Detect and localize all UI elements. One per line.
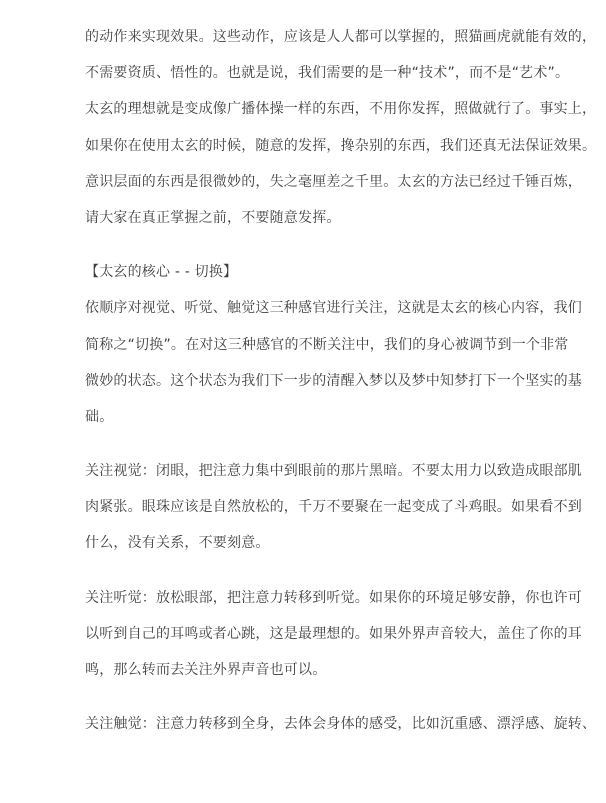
text-line: 不需要资质、悟性的。也就是说，我们需要的是一种“技术”，而不是“艺术”。 (85, 65, 570, 82)
section-heading (85, 254, 590, 290)
text-line: 础。 (85, 408, 114, 425)
section-heading-text: 【太玄的核心 - - 切换】 (85, 264, 238, 281)
document-text-block (85, 19, 597, 760)
text-line: 关注视觉：闭眼，把注意力集中到眼前的那片黑暗。不要太用力以致造成眼部肌 (85, 463, 582, 480)
paragraph (85, 290, 590, 435)
text-line: 简称之“切换”。在对这三种感官的不断关注中，我们的身心被调节到一个非常 (85, 336, 569, 353)
text-line: 微妙的状态。这个状态为我们下一步的清醒入梦以及梦中知梦打下一个坚实的基 (85, 372, 582, 389)
text-line: 鸣，那么转而去关注外界声音也可以。 (85, 662, 327, 678)
text-line: 请大家在真正掌握之前，不要随意发挥。 (85, 209, 341, 226)
text-line: 意识层面的东西是很微妙的，失之毫厘差之千里。太玄的方法已经过千锤百炼， (85, 173, 582, 190)
text-line: 关注触觉：注意力转移到全身，去体会身体的感受，比如沉重感、漂浮感、旋转、 (85, 716, 597, 733)
paragraph (85, 580, 590, 689)
text-line: 关注听觉：放松眼部，把注意力转移到听觉。如果你的环境足够安静，你也许可 (85, 589, 582, 606)
text-line: 什么，没有关系，不要刻意。 (85, 535, 270, 552)
text-line: 如果你在使用太玄的时候，随意的发挥，搀杂别的东西，我们还真无法保证效果。 (85, 137, 597, 154)
paragraph (85, 19, 597, 236)
text-line: 肉紧张。眼珠应该是自然放松的，千万不要聚在一起变成了斗鸡眼。如果看不到 (85, 499, 582, 516)
paragraph (85, 706, 597, 742)
text-line: 的动作来实现效果。这些动作，应该是人人都可以掌握的，照猫画虎就能有效的， (85, 29, 597, 45)
paragraph (85, 453, 590, 562)
text-line: 以听到自己的耳鸣或者心跳，这是最理想的。如果外界声音较大，盖住了你的耳 (85, 625, 582, 642)
text-line: 太玄的理想就是变成像广播体操一样的东西，不用你发挥，照做就行了。事实上， (85, 101, 597, 118)
text-line: 依顺序对视觉、听觉、触觉这三种感官进行关注，这就是太玄的核心内容，我们 (85, 300, 582, 317)
